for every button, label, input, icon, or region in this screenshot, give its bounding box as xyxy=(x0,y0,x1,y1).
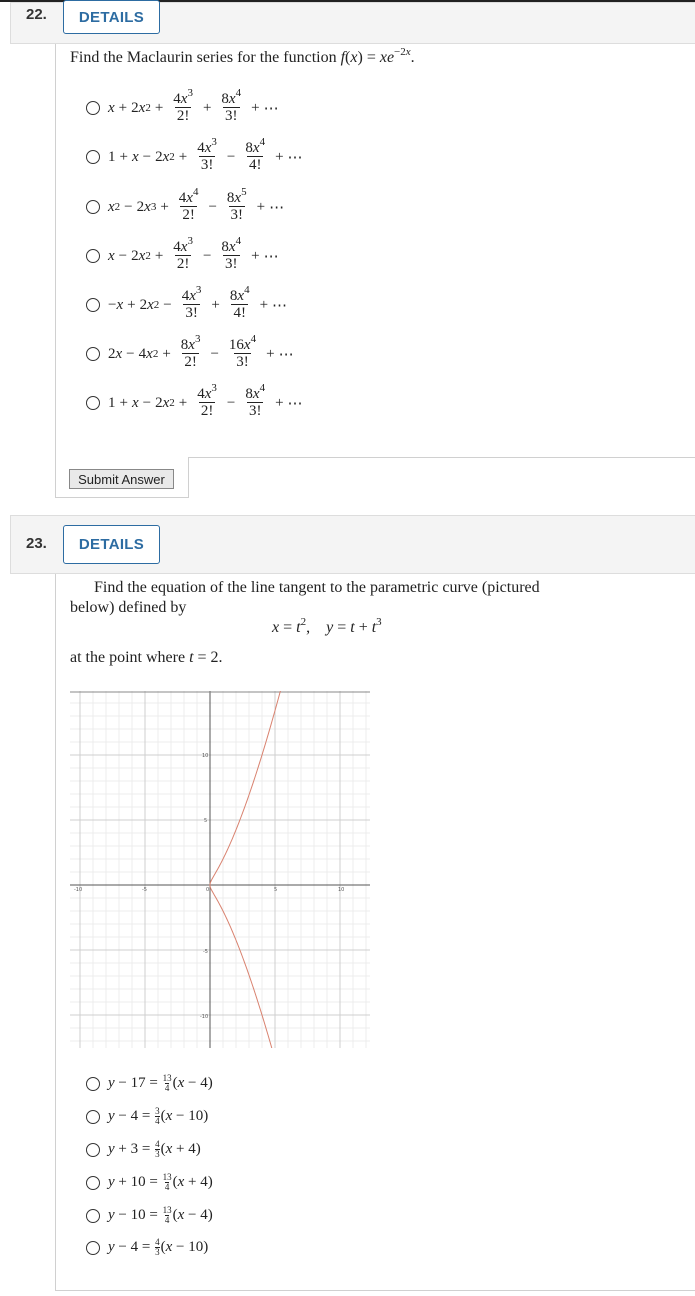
submit-area-border xyxy=(188,457,189,498)
radio-button[interactable] xyxy=(86,347,100,361)
at-point-text: at the point where xyxy=(70,649,186,666)
q22-details-button[interactable]: DETAILS xyxy=(63,0,160,34)
submit-area-top-border xyxy=(188,457,695,458)
choice-expression: − x + 2 x 2 − $\frac{4x^3}{3!}$ + $\frac{8x^4}{4!}$ + ⋯ xyxy=(108,284,288,321)
radio-button[interactable] xyxy=(86,396,100,410)
q22-choice-6[interactable] xyxy=(86,333,294,370)
q22-choice-2[interactable] xyxy=(86,136,303,173)
q22-choice-1[interactable] xyxy=(86,87,279,124)
tick-label: 0 xyxy=(206,887,210,893)
choice-expression: y − 10 = $\frac{13}{4}$ (x − 4) xyxy=(108,1205,213,1225)
tick-label: 5 xyxy=(204,818,208,824)
q23-number: 23. xyxy=(26,535,47,552)
q22-body-border xyxy=(55,44,56,498)
choice-expression: x − 2 x 2 + $\frac{4x^3}{2!}$ − $\frac{8x^4}{3!}$ + ⋯ xyxy=(108,235,279,272)
q22-choice-4[interactable] xyxy=(86,235,279,272)
radio-button[interactable] xyxy=(86,200,100,214)
q22-prompt xyxy=(70,46,415,67)
tick-label: -10 xyxy=(74,887,83,893)
choice-expression: y + 3 = $\frac{4}{3}$ (x + 4) xyxy=(108,1139,201,1159)
radio-button[interactable] xyxy=(86,1176,100,1190)
q23-prompt-line2: below) defined by xyxy=(70,599,187,616)
choice-expression: y + 10 = $\frac{13}{4}$ (x + 4) xyxy=(108,1172,213,1192)
choice-expression: y − 17 = $\frac{13}{4}$ (x − 4) xyxy=(108,1073,213,1093)
radio-button[interactable] xyxy=(86,101,100,115)
q22-number: 22. xyxy=(26,6,47,23)
choice-expression: x + 2 x 2 + $\frac{4x^3}{2!}$ + $\frac{8x^4}{3!}$ + ⋯ xyxy=(108,87,279,124)
radio-button[interactable] xyxy=(86,1143,100,1157)
q23-prompt-line1: Find the equation of the line tangent to the parametric curve (pictured xyxy=(94,579,540,596)
q22-choice-3[interactable] xyxy=(86,186,285,223)
q23-parametric-equations: $x = t^2$, $y = t + t^3$ xyxy=(272,616,382,636)
submit-answer-button[interactable]: Submit Answer xyxy=(69,469,174,489)
tick-label: 10 xyxy=(202,753,209,759)
tick-label: -5 xyxy=(142,887,147,893)
submit-area-bottom-border xyxy=(55,497,189,498)
radio-button[interactable] xyxy=(86,1110,100,1124)
radio-button[interactable] xyxy=(86,150,100,164)
choice-expression: y − 4 = $\frac{3}{4}$ (x − 10) xyxy=(108,1106,209,1126)
q22-choice-7[interactable] xyxy=(86,382,303,419)
tick-label: -10 xyxy=(200,1014,209,1020)
radio-button[interactable] xyxy=(86,249,100,263)
radio-button[interactable] xyxy=(86,298,100,312)
q23-choice-1[interactable] xyxy=(86,1074,213,1093)
radio-button[interactable] xyxy=(86,1209,100,1223)
q23-choice-2[interactable] xyxy=(86,1107,208,1126)
radio-button[interactable] xyxy=(86,1077,100,1091)
radio-button[interactable] xyxy=(86,1241,100,1255)
parametric-graph xyxy=(70,691,370,1048)
q23-details-button[interactable]: DETAILS xyxy=(63,525,160,564)
q23-body-border xyxy=(55,574,56,1290)
q22-choice-5[interactable] xyxy=(86,284,288,321)
choice-expression: 1 + x − 2 x 2 + $\frac{4x^3}{3!}$ − $\frac{8x^4}{4!}$ + ⋯ xyxy=(108,136,303,173)
q23-choice-6[interactable] xyxy=(86,1238,208,1257)
parametric-curve xyxy=(210,691,285,1048)
tick-label: -5 xyxy=(203,949,208,955)
q23-at-point: at the point where t = 2. xyxy=(70,649,223,666)
choice-expression: x 2 − 2 x 3 + $\frac{4x^4}{2!}$ − $\frac{8x^5}{3!}$ + ⋯ xyxy=(108,186,285,223)
choice-expression: 2 x − 4 x 2 + $\frac{8x^3}{2!}$ − $\frac{16x^4}{3!}$ + ⋯ xyxy=(108,333,294,370)
q23-choice-5[interactable] xyxy=(86,1206,213,1225)
choice-expression: 1 + x − 2 x 2 + $\frac{4x^3}{2!}$ − $\frac{8x^4}{3!}$ + ⋯ xyxy=(108,382,303,419)
q22-function: $f(x) = xe^{-2x}$. xyxy=(340,46,415,66)
tick-label: 5 xyxy=(274,887,278,893)
q23-choice-3[interactable] xyxy=(86,1140,201,1159)
q22-prompt-text: Find the Maclaurin series for the function xyxy=(70,49,337,66)
q23-choice-4[interactable] xyxy=(86,1173,213,1192)
tick-label: 10 xyxy=(338,887,345,893)
q23-bottom-border xyxy=(55,1290,695,1291)
choice-expression: y − 4 = $\frac{4}{3}$ (x − 10) xyxy=(108,1237,209,1257)
